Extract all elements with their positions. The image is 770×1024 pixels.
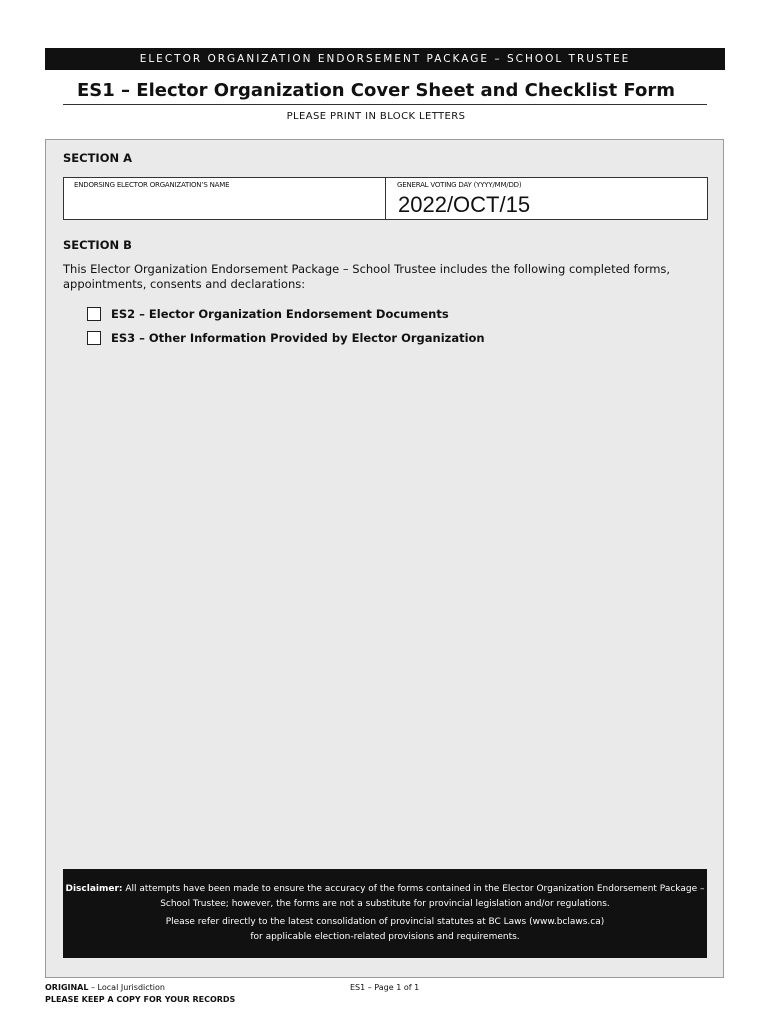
org-name-field[interactable] [64,178,385,219]
disclaimer-box [63,869,707,958]
field-divider [385,178,386,219]
section-b-label: SECTION B [63,238,132,252]
es3-label: ES3 – Other Information Provided by Elector Organization [111,331,485,345]
disclaimer-reference-line2: for applicable election-related provisions and requirements. [250,932,520,942]
disclaimer-heading: Disclaimer: [65,884,123,894]
print-instruction: PLEASE PRINT IN BLOCK LETTERS [286,111,466,122]
disclaimer-body: All attempts have been made to ensure the accuracy of the forms contained in the Elector Organization Endorsement Package – School Trustee; however, the forms are not a substitute for provincial legislation and/or regulations. [125,884,705,909]
footer-keep-copy: PLEASE KEEP A COPY FOR YOUR RECORDS [45,995,236,1004]
footer-original-label: ORIGINAL [45,983,89,992]
section-b-intro: This Elector Organization Endorsement Package – School Trustee includes the following completed forms, appointments, consents and declarations: [63,262,671,291]
es3-checkbox[interactable] [87,331,101,345]
es2-label: ES2 – Elector Organization Endorsement Documents [111,307,449,321]
disclaimer-reference [63,915,707,945]
disclaimer-reference-line1: Please refer directly to the latest consolidation of provincial statutes at BC Laws (www.bclaws.ca) [165,917,605,927]
voting-day-label: GENERAL VOTING DAY (YYYY/MM/DD) [397,181,522,189]
footer-original-rest: – Local Jurisdiction [88,983,165,992]
org-name-label: ENDORSING ELECTOR ORGANIZATION’S NAME [74,181,230,189]
checklist-item [87,302,485,326]
section-a-label: SECTION A [63,151,133,165]
page-title: ES1 – Elector Organization Cover Sheet and Checklist Form [76,80,676,101]
checklist-item [87,326,485,350]
document-checklist [87,302,485,350]
form-package-banner: ELECTOR ORGANIZATION ENDORSEMENT PACKAGE – SCHOOL TRUSTEE [45,48,725,70]
disclaimer-text [63,882,707,912]
section-a-fields [63,177,708,220]
voting-day-field[interactable]: 2022/OCT/15 [398,192,531,217]
page-number: ES1 – Page 1 of 1 [350,983,420,992]
title-divider [63,104,707,105]
es2-checkbox[interactable] [87,307,101,321]
footer-copy-note [45,982,235,1006]
